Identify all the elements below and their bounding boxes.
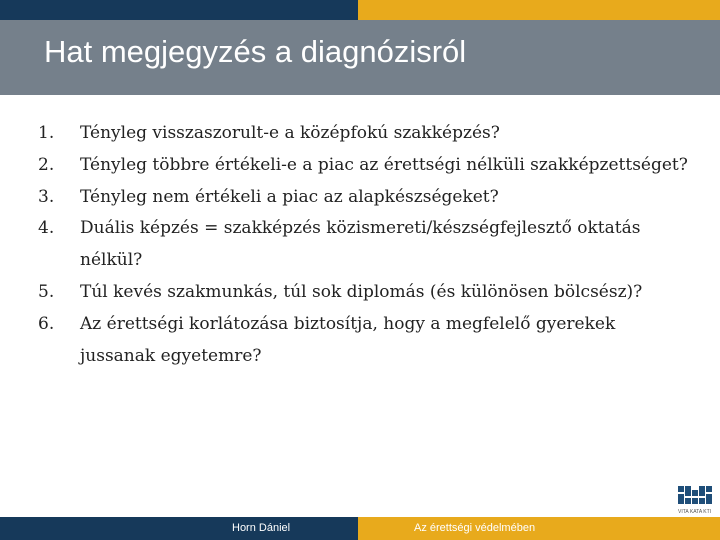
list-item — [38, 182, 688, 214]
list-item-text: Tényleg többre értékeli-e a piac az érettségi nélküli szakképzettséget? — [80, 154, 688, 175]
list-item — [38, 118, 688, 150]
list-item-text: Az érettségi korlátozása biztosítja, hogy a megfelelő gyerekek jussanak egyetemre? — [80, 313, 616, 366]
list-item-number: 6. — [38, 313, 55, 334]
top-bar-navy — [0, 0, 358, 20]
footer-author: Horn Dániel — [232, 522, 291, 534]
footer-gold-bar — [358, 517, 720, 540]
list-item-text: Túl kevés szakmunkás, túl sok diplomás (és különösen bölcsész)? — [80, 281, 643, 302]
list-item-text: Tényleg visszaszorult-e a középfokú szakképzés? — [80, 123, 500, 143]
list-item — [38, 309, 688, 373]
footer-event: Az érettségi védelmében — [414, 522, 536, 534]
list-item-number: 3. — [38, 186, 55, 207]
list-item — [38, 150, 688, 182]
list-item-text: Duális képzés = szakképzés közismereti/készségfejlesztő oktatás nélkül? — [80, 218, 641, 271]
list-item-number: 2. — [38, 154, 55, 175]
footer-navy-bar — [0, 517, 358, 540]
svg-text:VITA KATA KTI: VITA KATA KTI — [678, 509, 712, 515]
list-item-text: Tényleg nem értékeli a piac az alapkészségeket? — [80, 186, 499, 207]
slide-title: Hat megjegyzés a diagnózisról — [44, 34, 467, 69]
numbered-list — [38, 118, 688, 372]
list-item-number: 4. — [38, 218, 55, 239]
top-bar-gold — [358, 0, 720, 20]
list-item — [38, 213, 688, 277]
list-item-number: 5. — [38, 281, 55, 302]
list-item-number: 1. — [38, 123, 55, 143]
list-item — [38, 277, 688, 309]
vita-kata-logo-icon — [676, 484, 716, 516]
